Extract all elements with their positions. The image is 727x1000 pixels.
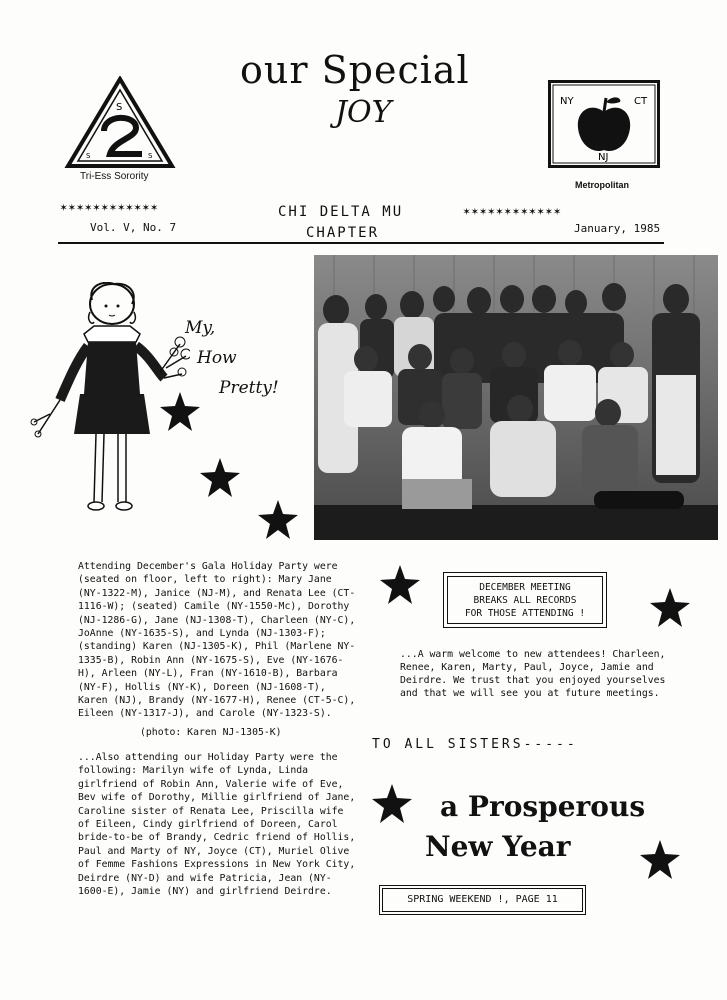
meeting-line-1: DECEMBER MEETING — [479, 582, 571, 593]
sorority-name: Tri-Ess Sorority — [80, 171, 149, 182]
to-all-sisters-heading: TO ALL SISTERS----- — [372, 737, 578, 752]
masthead-rule — [58, 242, 664, 244]
volume-number: Vol. V, No. 7 — [90, 221, 177, 234]
photo-credit: (photo: Karen NJ-1305-K) — [140, 727, 282, 738]
chapter-label: CHAPTER — [306, 225, 380, 241]
group-photo — [314, 255, 718, 540]
metro-state-ct: CT — [634, 96, 648, 107]
chapter-name: CHI DELTA MU — [278, 204, 404, 220]
metropolitan-apple-logo — [548, 80, 660, 168]
speech-line-1: My, — [185, 318, 216, 338]
star-row-left: ✶✶✶✶✶✶✶✶✶✶✶✶ — [60, 200, 159, 214]
star-row-right: ✶✶✶✶✶✶✶✶✶✶✶✶ — [463, 204, 562, 218]
newsletter-subtitle: JOY — [335, 95, 392, 130]
star-icon — [258, 500, 298, 540]
logo-letter-left: S — [86, 152, 91, 160]
logo-letter-right: S — [148, 152, 153, 160]
logo-letter-top: S — [116, 102, 123, 113]
issue-date: January, 1985 — [574, 222, 661, 235]
greeting-line-1: a Prosperous — [440, 790, 646, 823]
star-icon — [640, 840, 680, 880]
meeting-line-2: BREAKS ALL RECORDS — [473, 595, 577, 606]
december-meeting-box — [443, 572, 607, 628]
spring-weekend-text: SPRING WEEKEND !, PAGE 11 — [382, 888, 583, 912]
spring-weekend-box — [379, 885, 586, 915]
speech-line-3: Pretty! — [219, 378, 279, 398]
meeting-line-3: FOR THOSE ATTENDING ! — [464, 608, 586, 619]
newsletter-title: our Special — [240, 48, 470, 92]
greeting-line-2: New Year — [425, 830, 571, 863]
star-icon — [200, 458, 240, 498]
star-icon — [160, 392, 200, 432]
star-icon — [380, 565, 420, 605]
metro-state-nj: NJ — [598, 152, 609, 163]
metro-state-ny: NY — [560, 96, 574, 107]
star-icon — [372, 784, 412, 824]
welcome-paragraph: ...A warm welcome to new attendees! Charleen, Renee, Karen, Marty, Paul, Joyce, Jamie and Deirdre. We trust that you enjoyed yourselves and that we will see you at future meetings. — [400, 649, 666, 699]
tri-ess-logo — [64, 76, 176, 170]
photo-caption: Attending December's Gala Holiday Party were (seated on floor, left to right): Mary Jane (NY-1322-M), Janice (NJ-M), and Renata Lee (CT-1116-W); (seated) Camile (NY-1550-Mc), Dorothy (NJ-1286-G), Jane (NJ-1308-T), Charleen (NY-C), JoAnne (NY-1635-S), and Lynda (NJ-1303-F); (standing) Karen (NJ-1305-K), Phil (Marlene NY-1335-B), Robin Ann (NY-1675-S), Eve (NY-1676-H), Arleen (NY-L), Fran (NY-1610-B), Barbara (NY-F), Hollis (NY-K), Doreen (NJ-1608-T), Karen (NJ), Brandy (NY-1677-H), Renee (CT-5-C), Eileen (NY-1317-J), and Carole (NY-1323-S). — [78, 561, 356, 720]
speech-line-2: How — [197, 348, 237, 368]
my-how-pretty-caption — [185, 313, 279, 403]
metropolitan-label: Metropolitan — [575, 180, 629, 190]
also-attending-paragraph: ...Also attending our Holiday Party were the following: Marilyn wife of Lynda, Linda girlfriend of Robin Ann, Valerie wife of Eve, Bev wife of Dorothy, Millie girlfriend of Jane, Caroline sister of Renata Lee, Priscilla wife of Eileen, Cindy girlfriend of Doreen, Carol bride-to-be of Brandy, Cedric friend of Hollis, Paul and Marty of NY, Joyce (CT), Muriel Olive of Femme Fashions Expressions in New York City, Deirdre (NY-D) and wife Patricia, Jean (NY-1600-E), Jamie (NY) and girlfriend Deirdre. — [78, 752, 356, 898]
star-icon — [650, 588, 690, 628]
